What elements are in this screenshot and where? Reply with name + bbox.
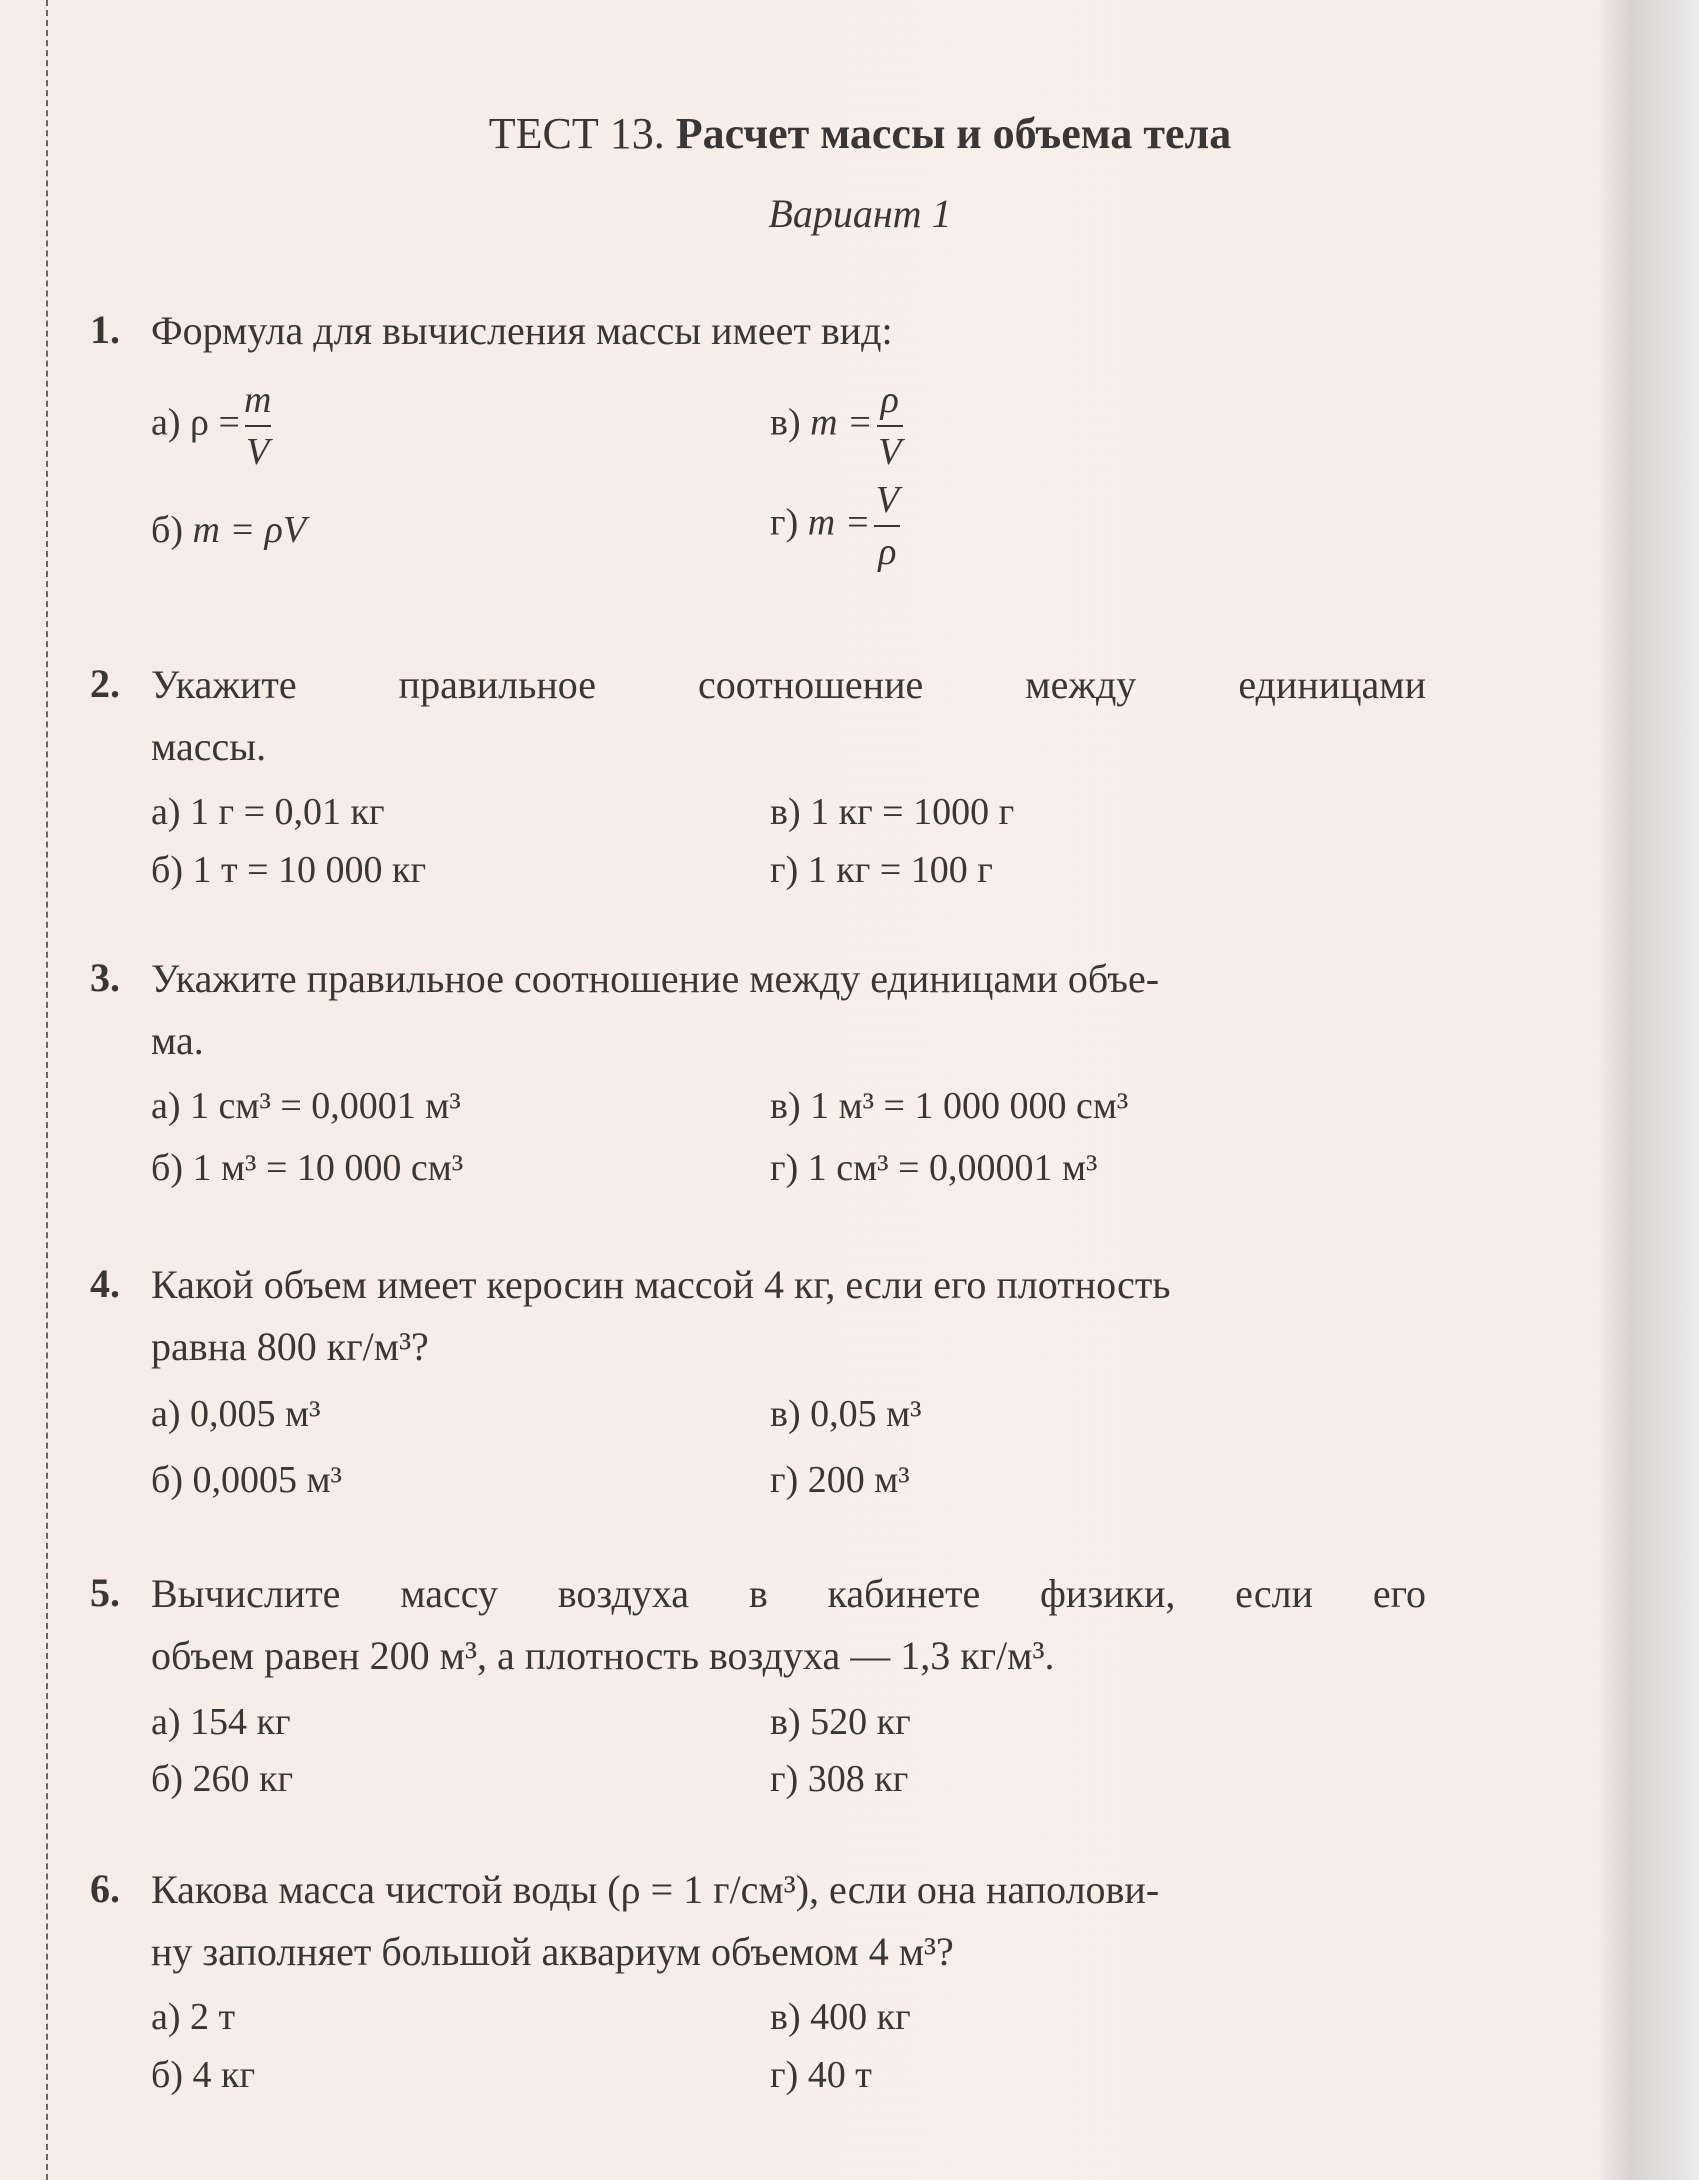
option-a [151,1995,235,2039]
option-g [770,848,993,892]
formula-lhs: m = [807,501,871,544]
option-label: г) [770,1758,799,1800]
option-b [151,1757,293,1801]
option-text: 1 т = 10 000 кг [192,849,427,891]
question-number: 2. [90,661,120,706]
option-b [151,1146,463,1190]
option-label: б) [151,509,183,551]
numerator: ρ [880,379,899,421]
question-number: 3. [90,955,120,1000]
fraction [874,475,900,577]
option-v [770,790,1014,834]
option-text: 40 т [807,2054,872,2096]
option-label: б) [151,1758,183,1800]
option-v [770,1084,1128,1128]
question-text: Какова масса чистой воды (ρ = 1 г/см³), если она наполови- [151,1867,1160,1912]
option-text: 520 кг [810,1701,911,1743]
question-number: 1. [90,307,120,352]
option-g [770,475,900,577]
option-text: 1 кг = 1000 г [810,791,1015,833]
option-label: а) [151,1085,181,1127]
option-label: а) [151,791,181,833]
option-b [151,508,306,552]
question-number: 4. [90,1261,120,1306]
option-a [151,1700,291,1744]
option-b [151,2053,255,2097]
question-number: 5. [90,1570,120,1615]
formula-lhs: ρ = [190,401,240,444]
option-label: г) [770,1147,799,1189]
question-text: Формула для вычисления массы имеет вид: [151,308,893,353]
option-v [770,1700,911,1744]
option-text: 1 г = 0,01 кг [190,791,385,833]
option-label: а) [151,1996,181,2038]
numerator: m [243,379,272,421]
option-text: 200 м³ [807,1459,910,1501]
option-g [770,1458,910,1502]
question-text-line2: равна 800 кг/м³? [151,1324,429,1369]
test-title: Расчет массы и объема тела [675,109,1232,158]
option-label: в) [770,1085,801,1127]
option-label: б) [151,849,183,891]
question-text-line2: ну заполняет большой аквариум объемом 4 м³? [151,1929,954,1974]
option-label: а) [151,1393,181,1435]
question-number: 6. [90,1866,120,1911]
option-text: 4 кг [192,2054,256,2096]
option-v [770,1392,922,1436]
option-text: 1 см³ = 0,0001 м³ [190,1085,461,1127]
fraction [877,375,903,477]
option-a [151,790,385,834]
option-text: 1 м³ = 10 000 см³ [192,1147,464,1189]
option-label: г) [770,849,799,891]
question-text-line2: объем равен 200 м³, а плотность воздуха — 1,3 кг/м³. [151,1633,1055,1678]
question-text: Укажите правильное соотношение между единицами [151,662,1426,707]
fraction [244,375,271,477]
option-label: в) [770,791,801,833]
cut-line [46,0,48,2180]
option-v [770,375,903,477]
option-g [770,2053,872,2097]
formula-lhs: m = [810,401,873,444]
option-a [151,1392,320,1436]
option-text: 0,05 м³ [810,1393,922,1435]
option-g [770,1757,908,1801]
question-text: Какой объем имеет керосин массой 4 кг, если его плотность [151,1262,1171,1307]
test-label: ТЕСТ 13. [488,109,665,158]
formula: m = ρV [192,509,307,551]
option-b [151,848,426,892]
option-label: в) [770,1393,801,1435]
option-b [151,1458,342,1502]
option-label: б) [151,1459,183,1501]
option-a [151,375,271,477]
option-label: б) [151,1147,183,1189]
question-text: Вычислите массу воздуха в кабинете физики, если его [151,1571,1426,1616]
option-text: 154 кг [190,1701,291,1743]
question-text: Укажите правильное соотношение между единицами объе- [151,956,1160,1001]
option-text: 400 кг [810,1996,911,2038]
option-text: 2 т [190,1996,236,2038]
option-label: а) [151,1701,181,1743]
option-text: 1 м³ = 1 000 000 см³ [810,1085,1129,1127]
option-a [151,1084,461,1128]
variant-label: Вариант 1 [768,191,952,236]
option-label: б) [151,2054,183,2096]
option-label: в) [770,1996,801,2038]
page-title [0,108,1699,159]
option-label: в) [770,401,801,444]
option-text: 308 кг [807,1758,909,1800]
option-label: г) [770,1459,799,1501]
denominator: V [878,431,902,473]
option-g [770,1146,1097,1190]
option-label: а) [151,401,181,444]
numerator: V [875,479,899,521]
option-text: 0,0005 м³ [192,1459,342,1501]
option-label: г) [770,2054,799,2096]
option-label: г) [770,501,799,544]
question-text-line2: массы. [151,724,267,769]
option-text: 260 кг [192,1758,294,1800]
option-label: в) [770,1701,801,1743]
option-text: 1 см³ = 0,00001 м³ [807,1147,1098,1189]
option-text: 1 кг = 100 г [807,849,993,891]
denominator: ρ [878,531,897,573]
denominator: V [246,431,270,473]
question-text-line2: ма. [151,1018,204,1063]
option-text: 0,005 м³ [190,1393,321,1435]
option-v [770,1995,911,2039]
